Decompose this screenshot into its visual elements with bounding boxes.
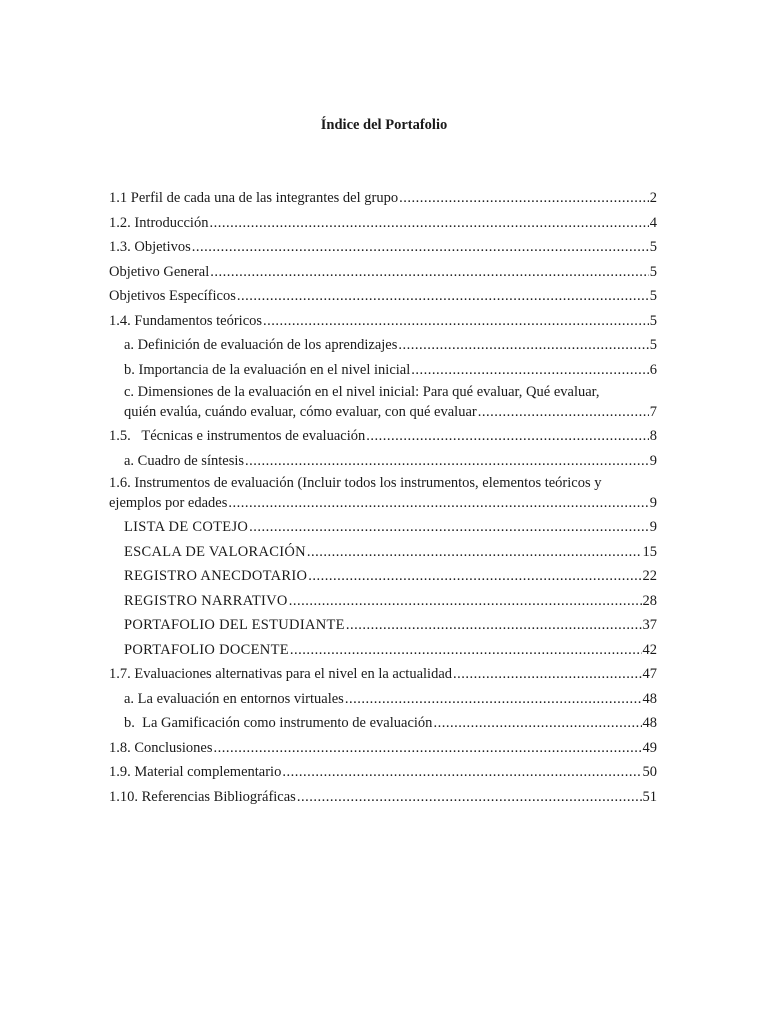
toc-entry[interactable] — [109, 186, 657, 211]
toc-entry[interactable] — [109, 736, 657, 761]
toc-entry-title: LISTA DE COTEJO — [124, 519, 249, 535]
toc-entry-title: 1.2. Introducción — [109, 214, 209, 231]
toc-entry-title: quién evalúa, cuándo evaluar, cómo evaluar, con qué evaluar — [124, 404, 477, 420]
toc-page-number: 15 — [642, 543, 657, 560]
toc-entry[interactable] — [109, 589, 657, 614]
dot-leader — [192, 235, 649, 260]
toc-page-number: 7 — [649, 404, 657, 420]
dot-leader — [345, 687, 642, 712]
toc-entry[interactable] — [109, 449, 657, 474]
dot-leader — [237, 284, 649, 309]
toc-entry[interactable] — [109, 358, 657, 383]
dot-leader — [297, 785, 642, 810]
toc-entry-title: a. La evaluación en entornos virtuales — [124, 690, 344, 707]
toc-entry[interactable] — [109, 309, 657, 334]
toc-entry-text-line1: c. Dimensiones de la evaluación en el nivel inicial: Para qué evaluar, Qué evaluar, — [124, 384, 600, 400]
toc-entry[interactable] — [109, 333, 657, 358]
toc-entry-title: 1.8. Conclusiones — [109, 739, 213, 756]
toc-page-number: 37 — [642, 617, 657, 633]
toc-page-number: 48 — [642, 690, 657, 707]
toc-entry[interactable] — [109, 760, 657, 785]
toc-page-number: 5 — [649, 239, 657, 255]
toc-entry[interactable] — [109, 382, 657, 422]
toc-entry[interactable] — [109, 284, 657, 309]
toc-entry-title: REGISTRO NARRATIVO — [124, 592, 288, 609]
dot-leader — [282, 760, 641, 785]
dot-leader — [245, 449, 649, 474]
toc-entry[interactable] — [109, 211, 657, 236]
toc-page-number: 6 — [649, 361, 657, 378]
dot-leader — [289, 589, 642, 614]
dot-leader — [307, 540, 642, 565]
dot-leader — [209, 211, 648, 236]
toc-entry-title: b. Importancia de la evaluación en el nivel inicial — [124, 361, 411, 378]
dot-leader — [411, 358, 648, 383]
toc-page-number: 9 — [649, 519, 657, 535]
toc-entry[interactable] — [109, 515, 657, 540]
dot-leader — [346, 613, 642, 638]
toc-page-number: 5 — [649, 288, 657, 304]
toc-entry[interactable] — [109, 540, 657, 565]
dot-leader — [478, 402, 649, 422]
toc-page-number: 5 — [649, 312, 657, 329]
toc-entry-title: a. Definición de evaluación de los aprendizajes — [124, 337, 398, 353]
dot-leader — [290, 638, 642, 663]
toc-page-number: 8 — [649, 428, 657, 444]
toc-entry[interactable] — [109, 785, 657, 810]
dot-leader — [249, 515, 649, 540]
toc-page-number: 47 — [642, 666, 657, 682]
toc-entry-title: 1.5. Técnicas e instrumentos de evaluación — [109, 428, 366, 444]
toc-entry-title: PORTAFOLIO DOCENTE — [124, 641, 289, 658]
toc-entry-title: Objetivo General — [109, 263, 210, 280]
dot-leader — [398, 333, 648, 358]
toc-page-number: 2 — [649, 190, 657, 206]
toc-page-number: 9 — [649, 452, 657, 469]
toc-entry-title: a. Cuadro de síntesis — [124, 452, 245, 469]
toc-page-number: 22 — [642, 568, 657, 584]
dot-leader — [433, 711, 641, 736]
dot-leader — [366, 424, 649, 449]
dot-leader — [308, 564, 641, 589]
dot-leader — [453, 662, 641, 687]
toc-entry[interactable] — [109, 260, 657, 285]
toc-entry-title: Objetivos Específicos — [109, 288, 236, 304]
toc-entry-title: 1.3. Objetivos — [109, 239, 191, 255]
toc-entry[interactable] — [109, 235, 657, 260]
toc-page-number: 5 — [649, 337, 657, 353]
toc-entry[interactable] — [109, 687, 657, 712]
toc-entry-title: 1.9. Material complementario — [109, 764, 282, 780]
toc-page-number: 49 — [642, 739, 657, 756]
dot-leader — [399, 186, 649, 211]
toc-entry-title: 1.7. Evaluaciones alternativas para el nivel en la actualidad — [109, 666, 453, 682]
toc-page-number: 48 — [642, 715, 657, 731]
toc-entry[interactable] — [109, 662, 657, 687]
toc-page-number: 5 — [649, 263, 657, 280]
toc-entry-title: REGISTRO ANECDOTARIO — [124, 568, 308, 584]
toc-entry[interactable] — [109, 564, 657, 589]
toc-entry-title: PORTAFOLIO DEL ESTUDIANTE — [124, 617, 345, 633]
toc-entry-title: b. La Gamificación como instrumento de evaluación — [124, 715, 433, 731]
toc-entry-title: 1.1 Perfil de cada una de las integrantes del grupo — [109, 190, 399, 206]
toc-entry-title: 1.4. Fundamentos teóricos — [109, 312, 263, 329]
toc-page-number: 28 — [642, 592, 657, 609]
dot-leader — [263, 309, 649, 334]
dot-leader — [214, 736, 642, 761]
toc-page-number: 4 — [649, 214, 657, 231]
dot-leader — [210, 260, 648, 285]
toc-page-number: 42 — [642, 641, 657, 658]
toc-entry-title: ejemplos por edades — [109, 495, 228, 511]
toc-entry-title: ESCALA DE VALORACIÓN — [124, 543, 306, 560]
toc-entry-title: 1.10. Referencias Bibliográficas — [109, 788, 296, 805]
toc-entry[interactable] — [109, 638, 657, 663]
toc-page-number: 9 — [649, 495, 657, 511]
toc-entry[interactable] — [109, 613, 657, 638]
toc-entry[interactable] — [109, 473, 657, 513]
toc-page-number: 50 — [642, 764, 657, 780]
page-title: Índice del Portafolio — [320, 117, 448, 133]
dot-leader — [228, 493, 648, 513]
toc-entry[interactable] — [109, 424, 657, 449]
toc-entry-text-line1: 1.6. Instrumentos de evaluación (Incluir todos los instrumentos, elementos teóricos y — [109, 475, 602, 491]
toc-entry[interactable] — [109, 711, 657, 736]
table-of-contents — [109, 186, 657, 809]
toc-page-number: 51 — [642, 788, 657, 805]
